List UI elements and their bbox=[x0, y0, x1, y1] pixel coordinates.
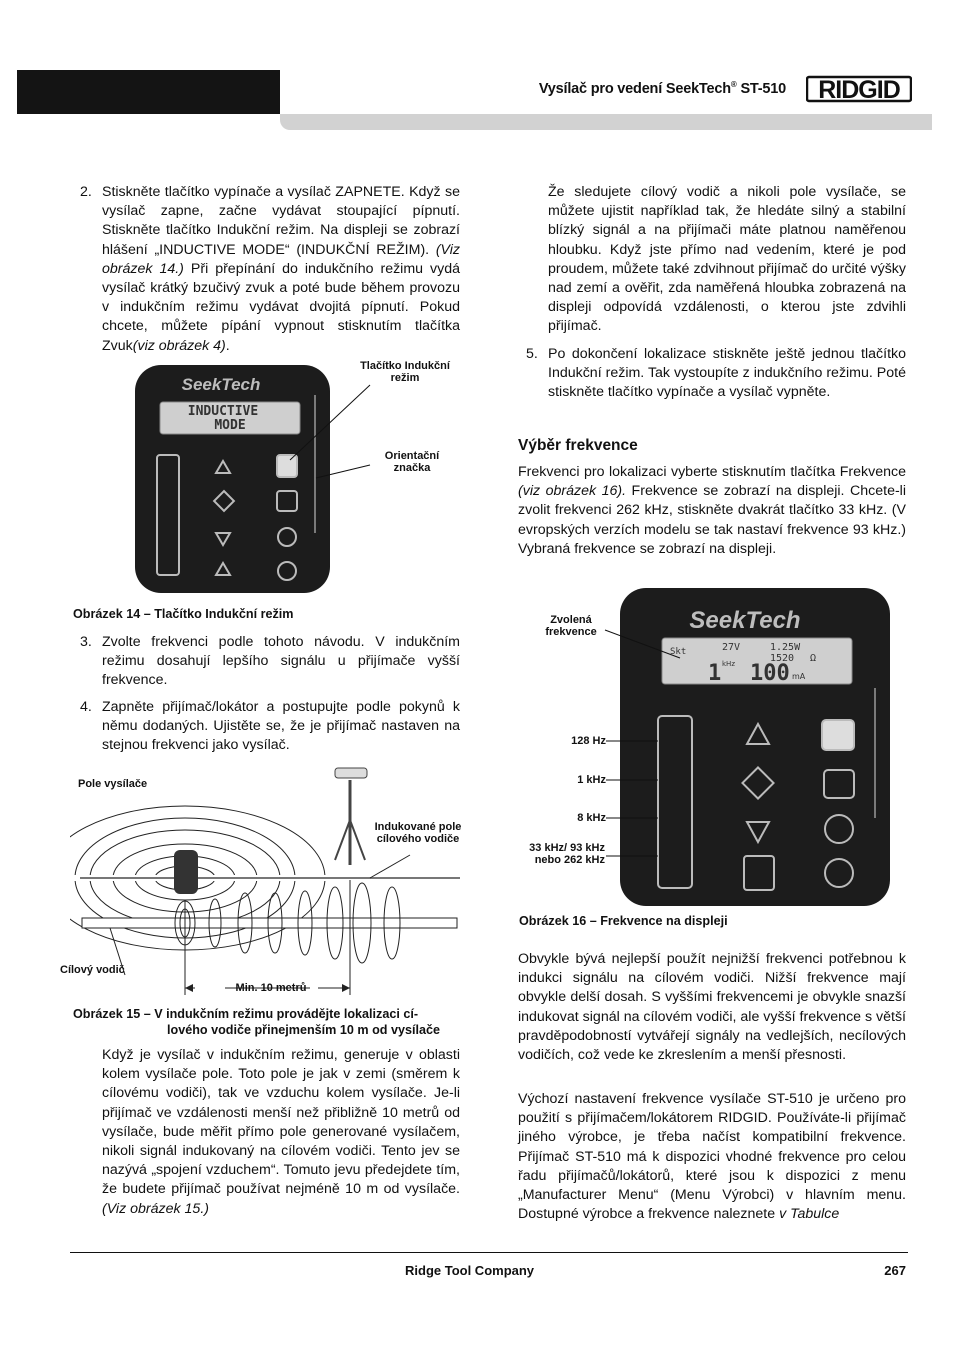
paragraph-frequency-select: Frekvenci pro lokalizaci vyberte stisknutím tlačítka Frekvence (viz obrázek 16). Frekvence se zobrazí na displeji. Chcete-li zvolit frekvenci 262 kHz, stiskněte dvakrát tlačítko 33 kHz. (V evropských verzích modelu se tak nastaví frekvence 93 kHz.) Vybraná frekvence se zobrazí na displeji. bbox=[518, 464, 906, 557]
brand-text: SeekTech bbox=[181, 375, 261, 394]
paragraph-default-frequency: Výchozí nastavení frekvence vysílače ST-510 je určeno pro použití s přijímačem/lokátorem RIDGID. Používáte-li přijímač jiného výrobce, je třeba načíst kompatibilní frekvence. Přijímač ST-510 má k dispozici vhodné frekvence pro celou řadu přijímačů/lokátorů, které jsou k dispozici z menu „Manufacturer Menu“ (Menu Výrobci) v hlavním menu. Dostupné výrobce a frekvence naleznete v Tabulce bbox=[518, 1091, 906, 1223]
display-line-1: INDUCTIVE bbox=[187, 404, 259, 419]
list-item-4: 4. Zapněte přijímač/lokátor a postupujte podle pokynů k němu dodaných. Ujistěte se, že je přijímač nastaven na stejnou frekvenci jako vysílač. bbox=[80, 699, 460, 754]
label-induced-field: Indukované pole cílového vodiče bbox=[374, 821, 462, 845]
label-induction-button: Tlačítko Indukční režim bbox=[360, 360, 450, 384]
svg-text:27V: 27V bbox=[722, 642, 741, 653]
figure-15-caption: Obrázek 15 – V indukčním režimu provádějte lokalizaci cí- lového vodiče přinejmenším 10 m od vysílače bbox=[73, 1007, 440, 1037]
display-current: 100 bbox=[750, 661, 790, 686]
svg-text:RIDGID: RIDGID bbox=[818, 76, 900, 104]
label-33khz: 33 kHz/ 93 kHz nebo 262 kHz bbox=[529, 842, 605, 866]
paragraph-air-coupling: Když je vysílač v indukčním režimu, generuje v oblasti kolem vysílače pole. Toto pole je jak v zemi (směrem k cílovému vodiči), tak ve vzduchu kolem vysílače. Je-li přijímač ve vzdálenosti menší než přibližně 10 metrů od vysílače, bude měřit přímo pole generované vysílačem, nikoli signál indukovaný na cílovém vodiči. Tento jev se nazývá „spojení vzduchem“. Tomuto jevu předejdete tím, že budete přijímač používat nejméně 10 m od vysílače.(Viz obrázek 15.) bbox=[102, 1047, 460, 1217]
label-1khz: 1 kHz bbox=[577, 774, 606, 786]
fig16-leader-lines bbox=[600, 620, 690, 870]
header-black-bar bbox=[17, 70, 280, 114]
label-selected-frequency: Zvolená frekvence bbox=[545, 614, 597, 638]
display-line-2: MODE bbox=[214, 418, 246, 433]
figure-14-caption: Obrázek 14 – Tlačítko Indukční režim bbox=[73, 607, 294, 621]
svg-text:mA: mA bbox=[792, 672, 806, 681]
footer-company: Ridge Tool Company bbox=[405, 1263, 535, 1278]
brand-text: SeekTech bbox=[689, 607, 801, 634]
label-transmitter-field: Pole vysílače bbox=[78, 778, 148, 790]
list-item-5: 5. Po dokončení lokalizace stiskněte ještě jednou tlačítko Indukční režim. Tak vystoupíte z indukčního režimu. Poté stiskněte tlačítko vypínače a vysílač vypněte. bbox=[526, 346, 906, 401]
header-title: Vysílač pro vedení SeekTech® ST-510 bbox=[538, 80, 786, 97]
svg-text:Ω: Ω bbox=[810, 653, 817, 664]
svg-text:kHz: kHz bbox=[722, 660, 735, 668]
fig14-leader-lines bbox=[280, 380, 400, 490]
svg-text:1.25W: 1.25W bbox=[770, 642, 801, 653]
label-orientation-mark: Orientační značka bbox=[384, 450, 440, 474]
list-item-2: 2. Stiskněte tlačítko vypínače a vysílač ZAPNETE. Když se vysílač zapne, začne vydávat stoupající pípnutí. Stiskněte tlačítko Indukční režim. Na displeji se zobrazí hlášení „INDUCTIVE MODE“ (INDUKČNÍ REŽIM). (Viz obrázek 14.) Při přepínání do indukčního režimu vydá vysílač krátký bzučivý zvuk a poté bude během provozu v indukčním režimu vydávat dvojitá pípnutí. Pokud chcete, můžete pípání vypnout stisknutím tlačítka Zvuk(viz obrázek 4). bbox=[80, 184, 460, 354]
label-target-conductor: Cílový vodič bbox=[60, 964, 125, 976]
display-small: Skt bbox=[670, 647, 687, 657]
ridgid-logo bbox=[806, 74, 912, 104]
section-title: Výběr frekvence bbox=[518, 437, 638, 454]
label-8khz: 8 kHz bbox=[577, 812, 606, 824]
paragraph-continuation: Že sledujete cílový vodič a nikoli pole vysílače, se můžete ujistit například tak, že hledáte silný a stabilní blízký signál a na přijímači máte platnou naměřenou hloubku. Když jste přímo nad vedením, které je pod proudem, můžete také zdvihnout přijímač do určité výšky nad zemí a ověřit, zda naměřená hloubka zobrazená na displeji odpovídá vzdálenosti, o kterou jste zdvihli přijímač. bbox=[548, 184, 906, 335]
label-min-distance: Min. 10 metrů bbox=[235, 982, 307, 994]
label-128hz: 128 Hz bbox=[571, 735, 606, 747]
paragraph-frequency-advice: Obvykle bývá nejlepší použít nejnižší frekvenci potřebnou k indukci signálu na cílovém vodiči. Nižší frekvence mají obvykle delší dosah. S vyššími frekvencemi je obvykle snazší indukovat signál na cílovém vodiči, ale vyšší frekvence s větší pravděpodobností vytvářejí signály na vedlejších, necílových vodičích, což vede ke zkreslením a menší přesnosti. bbox=[518, 951, 906, 1064]
display-frequency: 1 bbox=[708, 661, 722, 686]
figure-15-diagram bbox=[70, 760, 465, 1000]
svg-text:1520: 1520 bbox=[770, 653, 795, 664]
list-item-3: 3. Zvolte frekvenci podle tohoto návodu. V indukčním režimu dosahují lepšího signálu u přijímače vyšší frekvence. bbox=[80, 634, 460, 689]
footer-rule bbox=[70, 1252, 908, 1253]
figure-16-caption: Obrázek 16 – Frekvence na displeji bbox=[519, 914, 728, 928]
page-number: 267 bbox=[884, 1263, 906, 1278]
